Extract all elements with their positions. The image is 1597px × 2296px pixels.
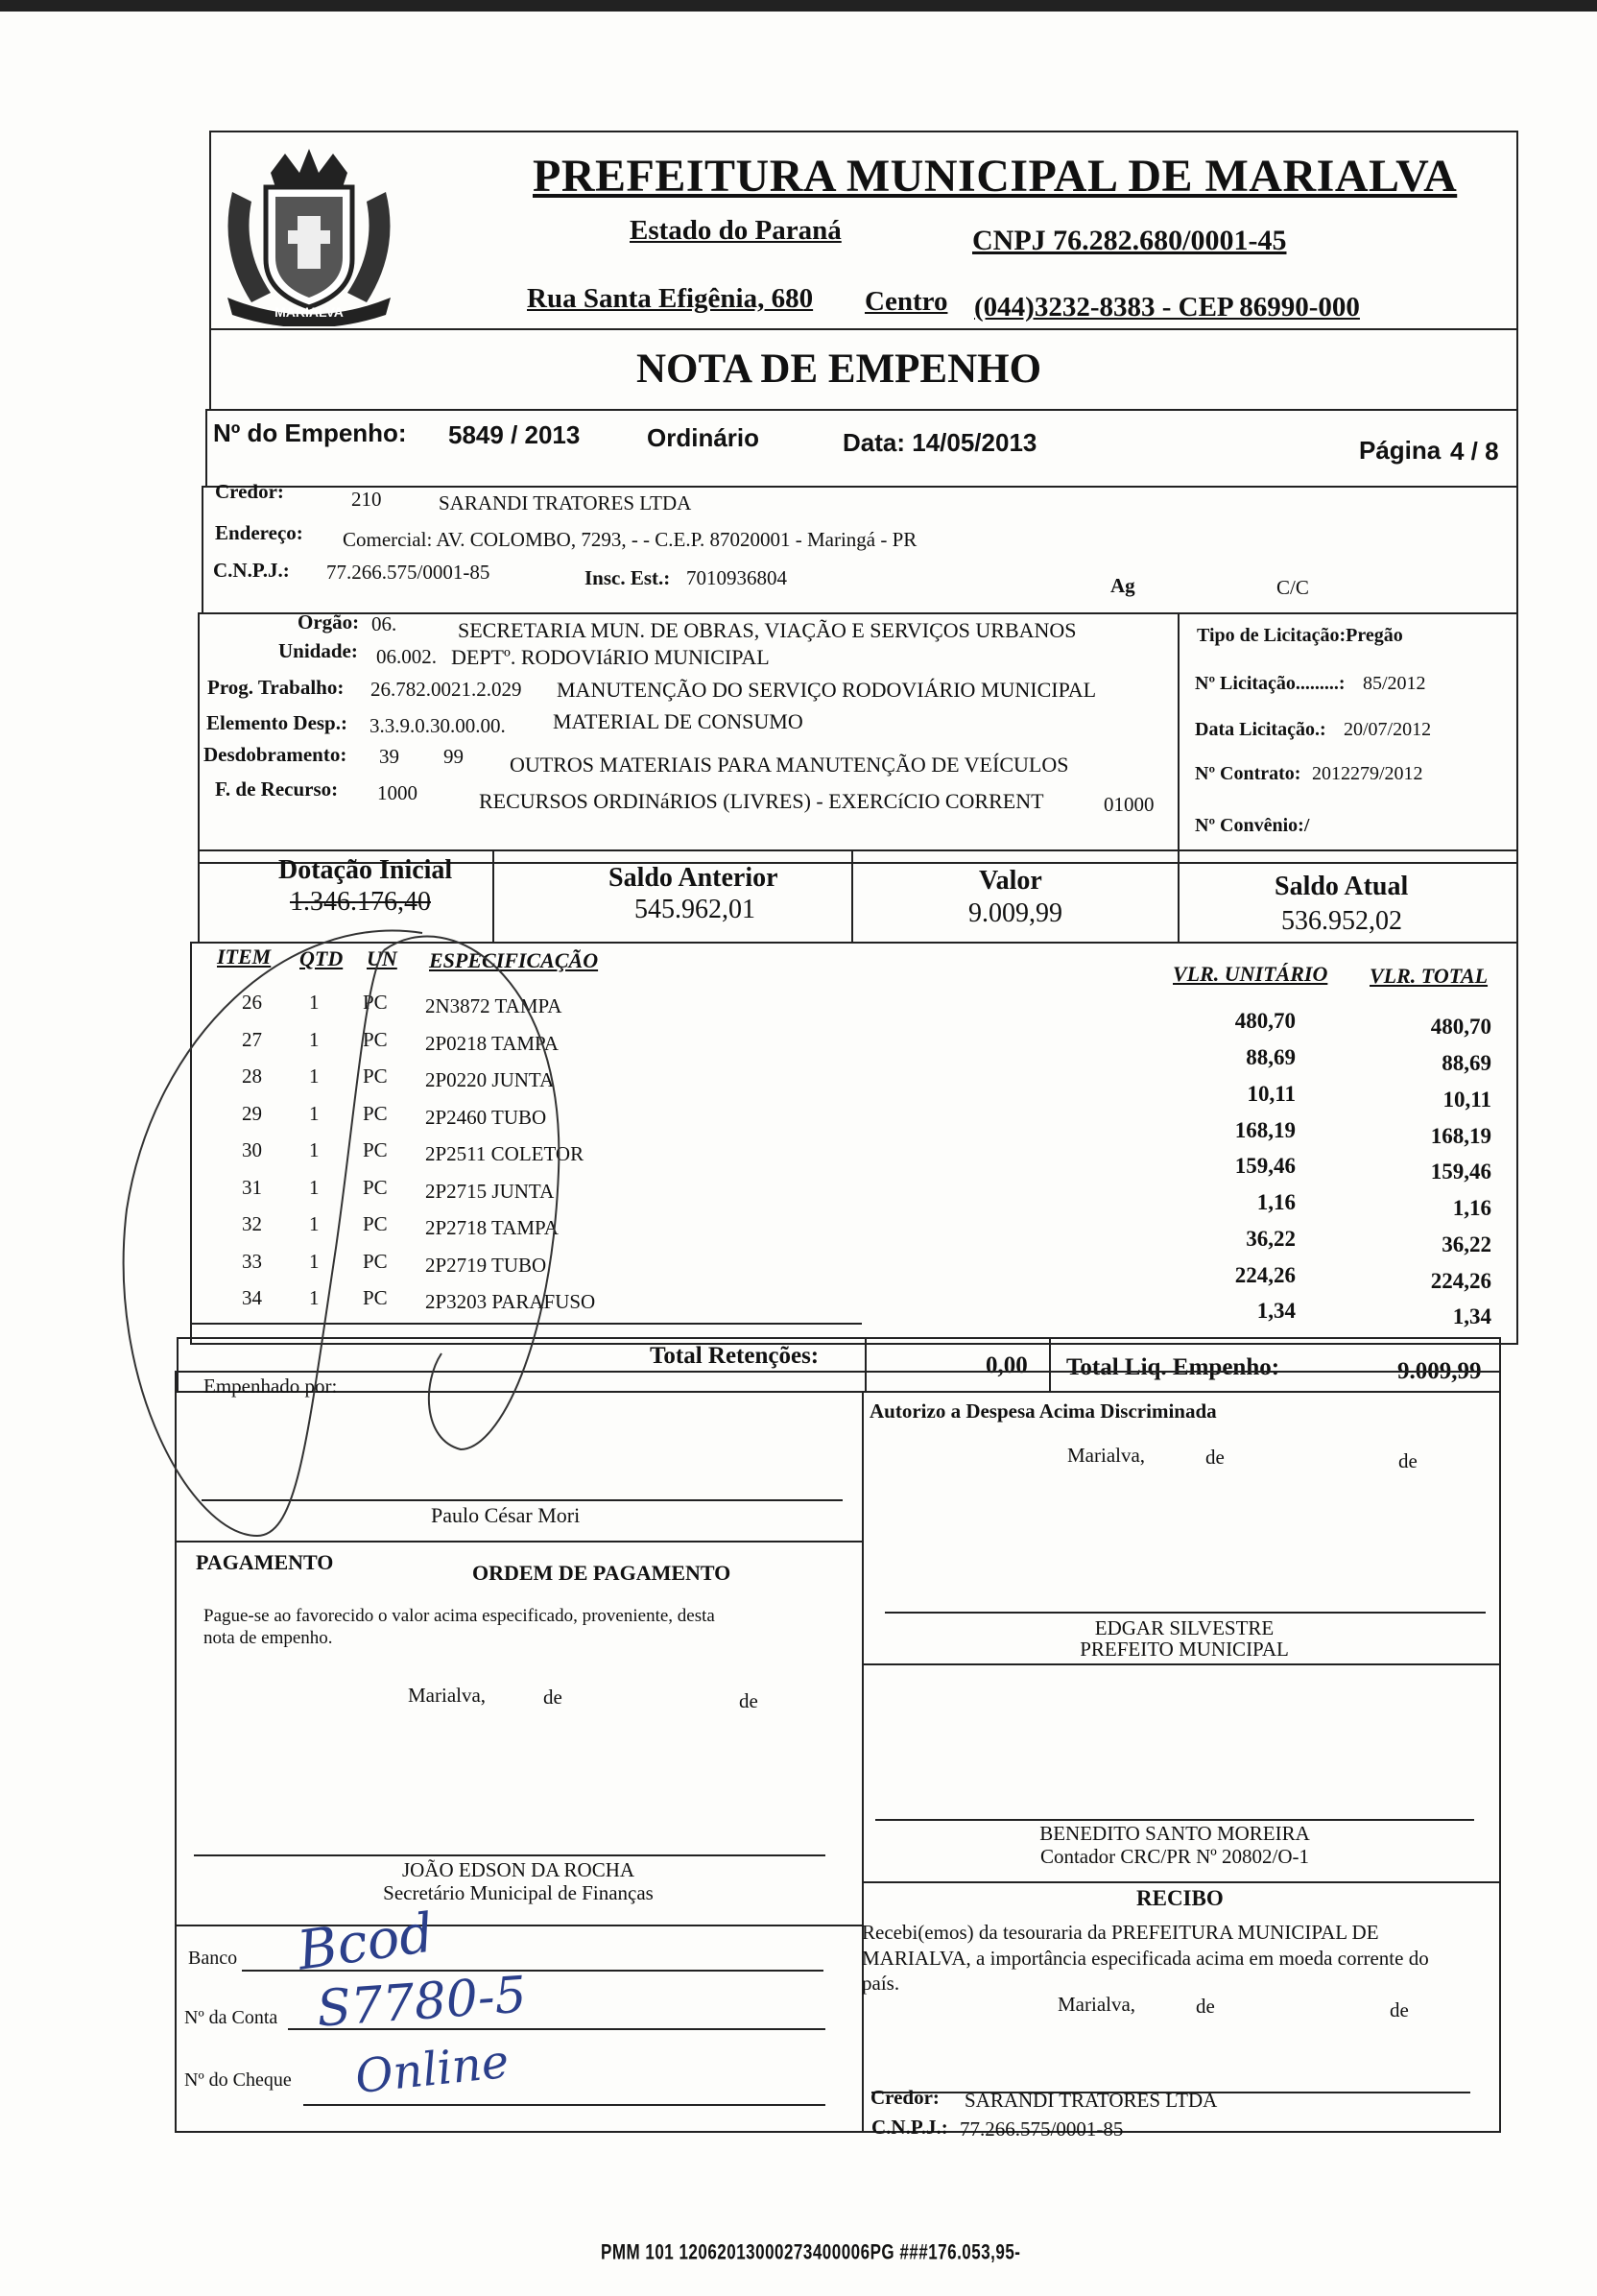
item-description: 2P2718 TAMPA: [425, 1216, 559, 1239]
recibo-de-2: de: [1390, 1998, 1409, 2021]
recibo-cnpj-label: C.N.P.J.:: [871, 2116, 948, 2139]
item-description: 2P3203 PARAFUSO: [425, 1290, 596, 1313]
pagamento-text-2: nota de empenho.: [203, 1628, 333, 1648]
pagamento-de-1: de: [543, 1686, 562, 1709]
unit-value: 1,34: [1256, 1299, 1296, 1323]
autorizo-de-1: de: [1205, 1446, 1225, 1469]
conta-handwriting: S7780-5: [315, 1966, 529, 2039]
unit-value: 88,69: [1246, 1045, 1296, 1069]
item-qty: 1: [309, 1027, 320, 1051]
autorizo-de-2: de: [1398, 1449, 1418, 1472]
item-number: 34: [242, 1286, 262, 1309]
credor-label: Credor:: [215, 480, 284, 503]
total-value: 224,26: [1430, 1269, 1491, 1293]
contrato-label: Nº Contrato:: [1195, 763, 1301, 784]
desdobramento-code-2: 99: [443, 745, 464, 768]
autorizo-city: Marialva,: [1067, 1444, 1146, 1467]
item-number: 28: [242, 1064, 262, 1088]
item-description: 2P2460 TUBO: [425, 1105, 547, 1129]
recibo-credor-label: Credor:: [870, 2086, 940, 2109]
state-label: Estado do Paraná: [630, 215, 842, 246]
unit-value: 224,26: [1234, 1263, 1296, 1287]
cheque-handwriting: Online: [352, 2034, 512, 2105]
tipo-licitacao: Tipo de Licitação:Pregão: [1197, 625, 1403, 646]
item-unit: PC: [363, 1101, 388, 1125]
item-qty: 1: [309, 1138, 320, 1161]
item-description: 2P0218 TAMPA: [425, 1031, 559, 1055]
empenhado-label: Empenhado por:: [203, 1375, 338, 1398]
unidade-code: 06.002.: [376, 645, 437, 668]
liq-empenho-label: Total Liq. Empenho:: [1066, 1354, 1280, 1380]
unit-value: 36,22: [1246, 1227, 1296, 1251]
item-qty: 1: [309, 1101, 320, 1125]
recibo-text-3: país.: [862, 1972, 900, 1995]
total-value: 159,46: [1430, 1160, 1491, 1184]
licitacao-date: 20/07/2012: [1344, 719, 1432, 740]
item-description: 2P2719 TUBO: [425, 1253, 547, 1277]
pagamento-text-1: Pague-se ao favorecido o valor acima especificado, proveniente, desta: [203, 1606, 715, 1626]
cnpj-label: CNPJ 76.282.680/0001-45: [972, 225, 1287, 256]
secretario-name: JOÃO EDSON DA ROCHA: [401, 1858, 635, 1881]
col-especificacao-header: ESPECIFICAÇÃO: [429, 948, 599, 972]
contador-name: BENEDITO SANTO MOREIRA: [1039, 1822, 1310, 1845]
elemento-code: 3.3.9.0.30.00.00.: [369, 714, 506, 737]
recurso-extra-code: 01000: [1104, 793, 1155, 816]
dotacao-label: Dotação Inicial: [278, 855, 453, 885]
item-qty: 1: [309, 1286, 320, 1309]
retencoes-label: Total Retenções:: [650, 1343, 820, 1369]
recibo-de-1: de: [1196, 1995, 1215, 2018]
retencoes-value: 0,00: [986, 1352, 1028, 1378]
contrato-number: 2012279/2012: [1312, 763, 1423, 784]
prog-desc: MANUTENÇÃO DO SERVIÇO RODOVIÁRIO MUNICIPAL: [557, 678, 1097, 702]
unidade-desc: DEPTº. RODOVIáRIO MUNICIPAL: [451, 645, 770, 669]
document-title: NOTA DE EMPENHO: [636, 347, 1042, 392]
item-number: 26: [242, 991, 262, 1014]
total-value: 168,19: [1430, 1124, 1491, 1148]
page-title: PREFEITURA MUNICIPAL DE MARIALVA: [533, 151, 1458, 202]
elemento-desc: MATERIAL DE CONSUMO: [553, 709, 803, 733]
item-qty: 1: [309, 991, 320, 1014]
col-vlr-unitario-header: VLR. UNITÁRIO: [1173, 962, 1328, 986]
banco-handwriting: Bcod: [294, 1901, 438, 1983]
dotacao-value: 1.346.176,40: [290, 887, 431, 917]
autorizo-label: Autorizo a Despesa Acima Discriminada: [870, 1399, 1217, 1423]
credor-insc: 7010936804: [686, 566, 787, 589]
item-unit: PC: [363, 991, 388, 1014]
pagamento-city: Marialva,: [408, 1684, 487, 1707]
item-number: 33: [242, 1249, 262, 1273]
recibo-text-2: MARIALVA, a importância especificada acima em moeda corrente do: [862, 1947, 1429, 1970]
item-unit: PC: [363, 1064, 388, 1088]
prog-code: 26.782.0021.2.029: [370, 678, 522, 701]
valor-value: 9.009,99: [968, 898, 1062, 928]
item-number: 29: [242, 1101, 262, 1125]
elemento-label: Elemento Desp.:: [206, 711, 347, 734]
recibo-credor: SARANDI TRATORES LTDA: [965, 2089, 1218, 2112]
credor-address: Comercial: AV. COLOMBO, 7293, - - C.E.P. 87020001 - Maringá - PR: [343, 528, 918, 551]
total-value: 480,70: [1430, 1015, 1491, 1039]
ordem-pagamento-label: ORDEM DE PAGAMENTO: [472, 1561, 731, 1585]
prog-label: Prog. Trabalho:: [207, 676, 345, 699]
cc-label: C/C: [1276, 576, 1309, 599]
item-description: 2P2511 COLETOR: [425, 1142, 584, 1165]
unit-value: 1,16: [1256, 1190, 1296, 1214]
contador-role: Contador CRC/PR Nº 20802/O-1: [1039, 1845, 1310, 1868]
page-label: Página: [1359, 436, 1442, 465]
recibo-title: RECIBO: [1136, 1886, 1224, 1910]
page-number: 4 / 8: [1450, 437, 1499, 466]
item-unit: PC: [363, 1175, 388, 1199]
desdobramento-desc: OUTROS MATERIAIS PARA MANUTENÇÃO DE VEÍCULOS: [510, 753, 1069, 777]
saldo-atual-value: 536.952,02: [1281, 906, 1402, 936]
orgao-label: Orgão:: [298, 610, 360, 634]
item-number: 32: [242, 1212, 262, 1235]
recurso-code: 1000: [377, 781, 417, 804]
item-unit: PC: [363, 1027, 388, 1051]
unidade-label: Unidade:: [278, 639, 358, 662]
recurso-label: F. de Recurso:: [215, 777, 339, 801]
col-qtd-header: QTD: [299, 946, 344, 970]
col-item-header: ITEM: [217, 945, 272, 969]
total-value: 88,69: [1442, 1051, 1491, 1075]
cheque-label: Nº do Cheque: [184, 2069, 292, 2091]
ag-label: Ag: [1110, 574, 1135, 597]
col-un-header: UN: [367, 946, 397, 970]
street-address: Rua Santa Efigênia, 680: [527, 283, 814, 314]
unit-value: 480,70: [1234, 1009, 1296, 1033]
credor-name: SARANDI TRATORES LTDA: [439, 491, 692, 514]
licitacao-number: 85/2012: [1363, 673, 1426, 694]
recibo-cnpj: 77.266.575/0001-85: [960, 2117, 1124, 2141]
recibo-text-1: Recebi(emos) da tesouraria da PREFEITURA MUNICIPAL DE: [862, 1921, 1379, 1944]
total-value: 1,16: [1452, 1196, 1491, 1220]
orgao-code: 06.: [371, 612, 397, 635]
orgao-desc: SECRETARIA MUN. DE OBRAS, VIAÇÃO E SERVIÇOS URBANOS: [458, 618, 1077, 642]
insc-label: Insc. Est.:: [584, 566, 671, 589]
credor-cnpj: 77.266.575/0001-85: [326, 561, 490, 584]
empenho-number: 5849 / 2013: [448, 420, 581, 449]
item-description: 2P0220 JUNTA: [425, 1068, 555, 1091]
logo-banner-text: MARIALVA: [274, 304, 344, 320]
desdobramento-label: Desdobramento:: [203, 743, 347, 766]
liq-empenho-value: 9.009,99: [1397, 1358, 1482, 1384]
valor-label: Valor: [979, 866, 1042, 896]
item-unit: PC: [363, 1249, 388, 1273]
item-unit: PC: [363, 1286, 388, 1309]
licitacao-date-label: Data Licitação.:: [1195, 719, 1326, 740]
cnpj-field-label: C.N.P.J.:: [213, 559, 290, 582]
recurso-desc: RECURSOS ORDINáRIOS (LIVRES) - EXERCíCIO CORRENT: [479, 789, 1044, 813]
banco-label: Banco: [188, 1948, 238, 1969]
empenho-number-label: Nº do Empenho:: [213, 419, 407, 447]
prefeito-name: EDGAR SILVESTRE: [1094, 1616, 1275, 1639]
saldo-anterior-label: Saldo Anterior: [608, 863, 778, 893]
credor-code: 210: [351, 488, 382, 511]
item-qty: 1: [309, 1249, 320, 1273]
licitacao-number-label: Nº Licitação.........:: [1195, 673, 1346, 694]
empenho-date: Data: 14/05/2013: [843, 428, 1037, 457]
recibo-city: Marialva,: [1058, 1993, 1136, 2016]
item-qty: 1: [309, 1175, 320, 1199]
item-qty: 1: [309, 1064, 320, 1088]
total-value: 1,34: [1452, 1304, 1491, 1328]
desdobramento-code-1: 39: [379, 745, 399, 768]
item-description: 2N3872 TAMPA: [425, 994, 562, 1017]
empenho-type: Ordinário: [647, 423, 760, 452]
total-value: 10,11: [1442, 1088, 1491, 1112]
convenio-label: Nº Convênio:/: [1195, 815, 1310, 836]
pagamento-label: PAGAMENTO: [196, 1550, 334, 1574]
item-number: 31: [242, 1175, 262, 1199]
col-vlr-total-header: VLR. TOTAL: [1370, 964, 1489, 988]
prefeito-role: PREFEITO MUNICIPAL: [1080, 1638, 1289, 1661]
item-number: 27: [242, 1027, 262, 1051]
unit-value: 168,19: [1234, 1118, 1296, 1142]
saldo-anterior-value: 545.962,01: [634, 895, 755, 924]
saldo-atual-label: Saldo Atual: [1275, 872, 1409, 901]
address-label: Endereço:: [215, 521, 303, 544]
pagamento-de-2: de: [739, 1689, 758, 1712]
total-value: 36,22: [1442, 1232, 1491, 1256]
item-unit: PC: [363, 1212, 388, 1235]
phone-cep: (044)3232-8383 - CEP 86990-000: [974, 292, 1360, 323]
item-number: 30: [242, 1138, 262, 1161]
unit-value: 159,46: [1234, 1154, 1296, 1178]
conta-label: Nº da Conta: [184, 2007, 278, 2028]
secretario-role: Secretário Municipal de Finanças: [383, 1881, 654, 1904]
footer-barcode-text: PMM 101 12062013000273400006PG ###176.053,95-: [601, 2240, 1021, 2264]
unit-value: 10,11: [1247, 1082, 1296, 1106]
item-unit: PC: [363, 1138, 388, 1161]
item-description: 2P2715 JUNTA: [425, 1179, 555, 1203]
district: Centro: [865, 286, 948, 317]
empenhado-name: Paulo César Mori: [431, 1503, 581, 1527]
item-qty: 1: [309, 1212, 320, 1235]
